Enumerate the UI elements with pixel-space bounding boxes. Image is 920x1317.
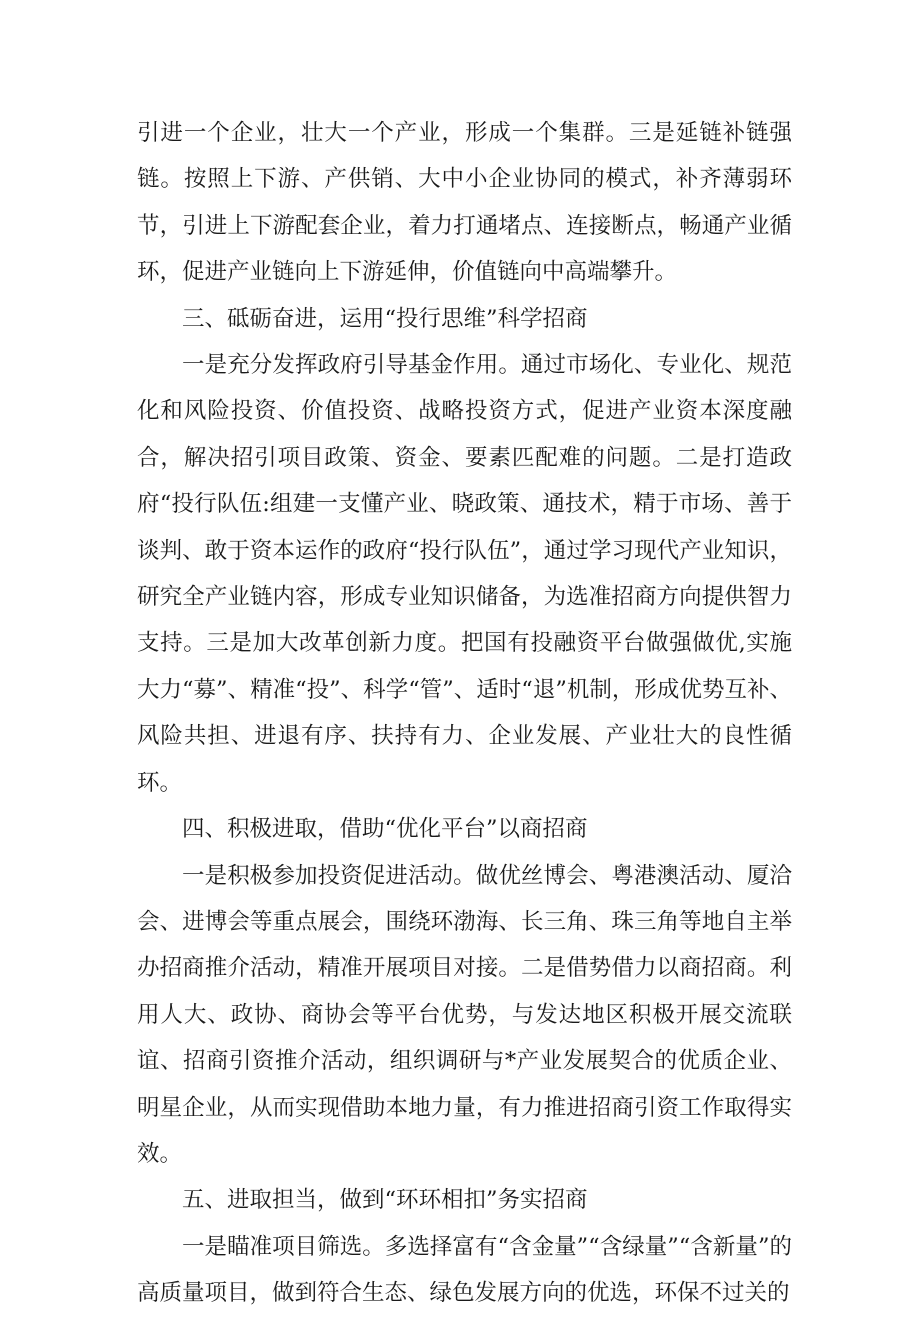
section-heading-3: 三、砥砺奋进，运用“投行思维”科学招商 xyxy=(182,305,588,332)
paragraph-continuation: 引进一个企业，壮大一个产业，形成一个集群。三是延链补链强链。按照上下游、产供销、大中小企业协同的模式，补齐薄弱环节，引进上下游配套企业，着力打通堵点、连接断点，畅通产业循环，促进产业链向上下游延伸，价值链向中高端攀升。 xyxy=(137,120,792,286)
section-heading-4: 四、积极进取，借助“优化平台”以商招商 xyxy=(182,816,588,843)
section-heading-5: 五、进取担当，做到“环环相扣”务实招商 xyxy=(182,1187,588,1214)
paragraph-section-3: 一是充分发挥政府引导基金作用。通过市场化、专业化、规范化和风险投资、价值投资、战略投资方式，促进产业资本深度融合，解决招引项目政策、资金、要素匹配难的问题。二是打造政府“投行队伍:组建一支懂产业、晓政策、通技术，精于市场、善于谈判、敢于资本运作的政府“投行队伍”，通过学习现代产业知识，研究全产业链内容，形成专业知识储备，为选准招商方向提供智力支持。三是加大改革创新力度。把国有投融资平台做强做优,实施大力“募”、精准“投”、科学“管”、适时“退”机制，形成优势互补、风险共担、进退有序、扶持有力、企业发展、产业壮大的良性循环。 xyxy=(137,352,792,796)
document-body xyxy=(137,110,792,1317)
paragraph-section-5: 一是瞄准项目筛选。多选择富有“含金量”“含绿量”“含新量”的高质量项目，做到符合生态、绿色发展方向的优选，环保不过关的 xyxy=(137,1233,792,1307)
paragraph-section-4: 一是积极参加投资促进活动。做优丝博会、粤港澳活动、厦洽会、进博会等重点展会，围绕环渤海、长三角、珠三角等地自主举办招商推介活动，精准开展项目对接。二是借势借力以商招商。利用人大、政协、商协会等平台优势，与发达地区积极开展交流联谊、招商引资推介活动，组织调研与*产业发展契合的优质企业、明星企业，从而实现借助本地力量，有力推进招商引资工作取得实效。 xyxy=(137,862,792,1167)
